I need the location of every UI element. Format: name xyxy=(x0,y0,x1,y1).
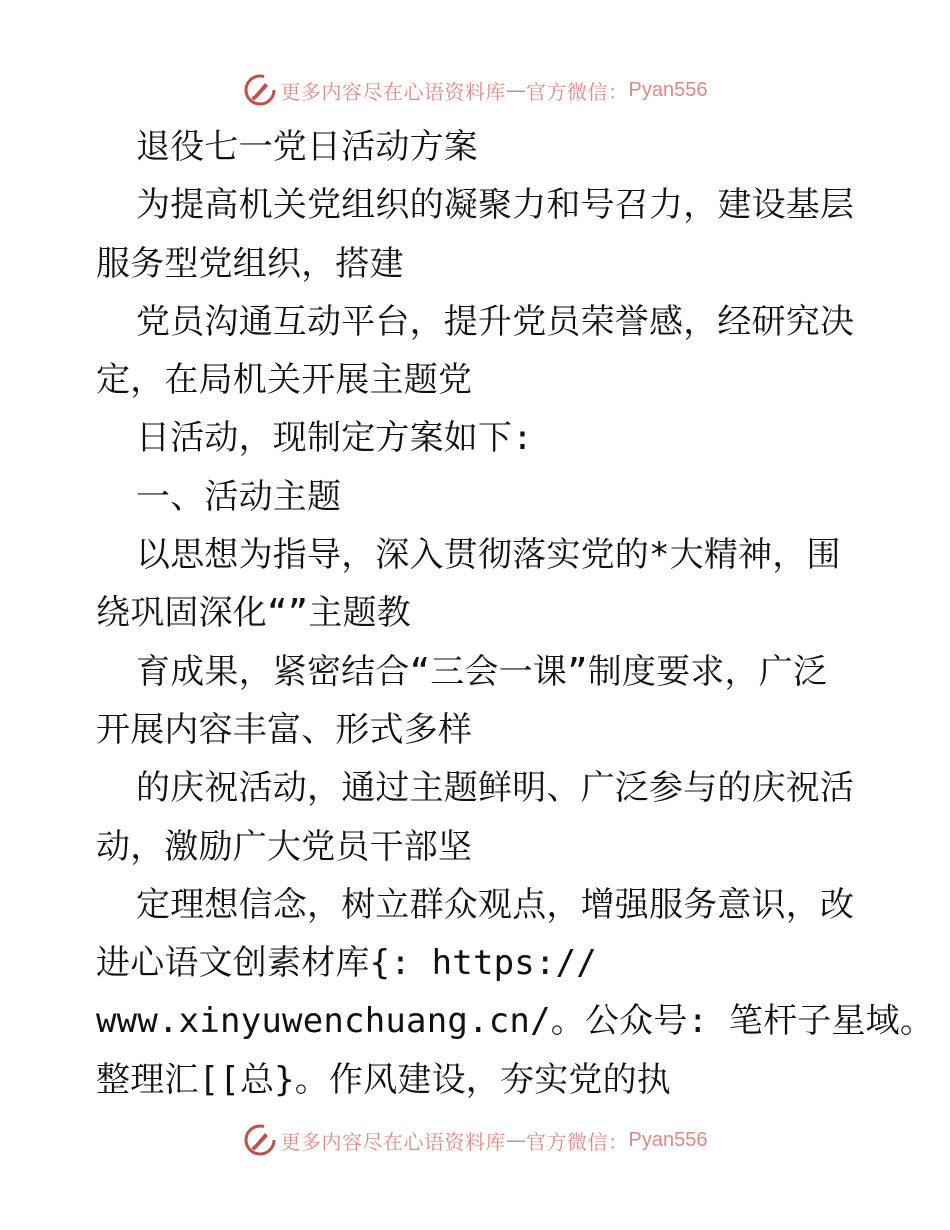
paragraph-line: 定理想信念，树立群众观点，增强服务意识，改 xyxy=(136,884,855,925)
footer-banner xyxy=(0,1120,950,1160)
banner-contact-label: 官方微信： xyxy=(526,1129,629,1154)
paragraph-line: 为提高机关党组织的凝聚力和号召力，建设基层 xyxy=(136,185,855,226)
paragraph-line: 日活动，现制定方案如下: xyxy=(136,418,533,459)
pen-nib-logo-icon xyxy=(243,1123,277,1157)
banner-title: 更多内容尽在心语资料库 xyxy=(280,79,507,104)
paragraph-line: 以思想为指导，深入贯彻落实党的*大精神，围 xyxy=(136,535,841,576)
header-banner xyxy=(0,70,950,110)
banner-separator: — xyxy=(506,78,527,102)
paragraph-line: 动，激励广大党员干部坚 xyxy=(96,826,473,867)
paragraph-line: 育成果，紧密结合“三会一课”制度要求，广泛 xyxy=(136,651,828,692)
pen-nib-logo-icon xyxy=(243,73,277,107)
banner-contact-label: 官方微信： xyxy=(526,79,629,104)
paragraph-line: 党员沟通互动平台，提升党员荣誉感，经研究决 xyxy=(136,301,855,342)
paragraph-line: 定，在局机关开展主题党 xyxy=(96,360,473,401)
paragraph-line: 进心语文创素材库{: https:// xyxy=(96,943,597,984)
banner-wechat-id: Pyan556 xyxy=(628,1128,708,1151)
paragraph-line: 绕巩固深化“”主题教 xyxy=(96,593,411,634)
paragraph-line: 整理汇[[总}。作风建设，夯实党的执 xyxy=(96,1059,672,1100)
paragraph-line: www.xinyuwenchuang.cn/。公众号: 笔杆子星域。 xyxy=(96,1001,935,1042)
paragraph-line: 服务型党组织，搭建 xyxy=(96,243,404,284)
banner-title: 更多内容尽在心语资料库 xyxy=(280,1129,507,1154)
banner-wechat-id: Pyan556 xyxy=(628,78,708,101)
document-title: 退役七一党日活动方案 xyxy=(136,127,478,167)
paragraph-line: 的庆祝活动，通过主题鲜明、广泛参与的庆祝活 xyxy=(136,768,855,809)
banner-separator: — xyxy=(506,1128,527,1152)
document-body xyxy=(96,118,935,1109)
paragraph-line: 开展内容丰富、形式多样 xyxy=(96,709,473,750)
section-heading: 一、活动主题 xyxy=(136,476,342,517)
